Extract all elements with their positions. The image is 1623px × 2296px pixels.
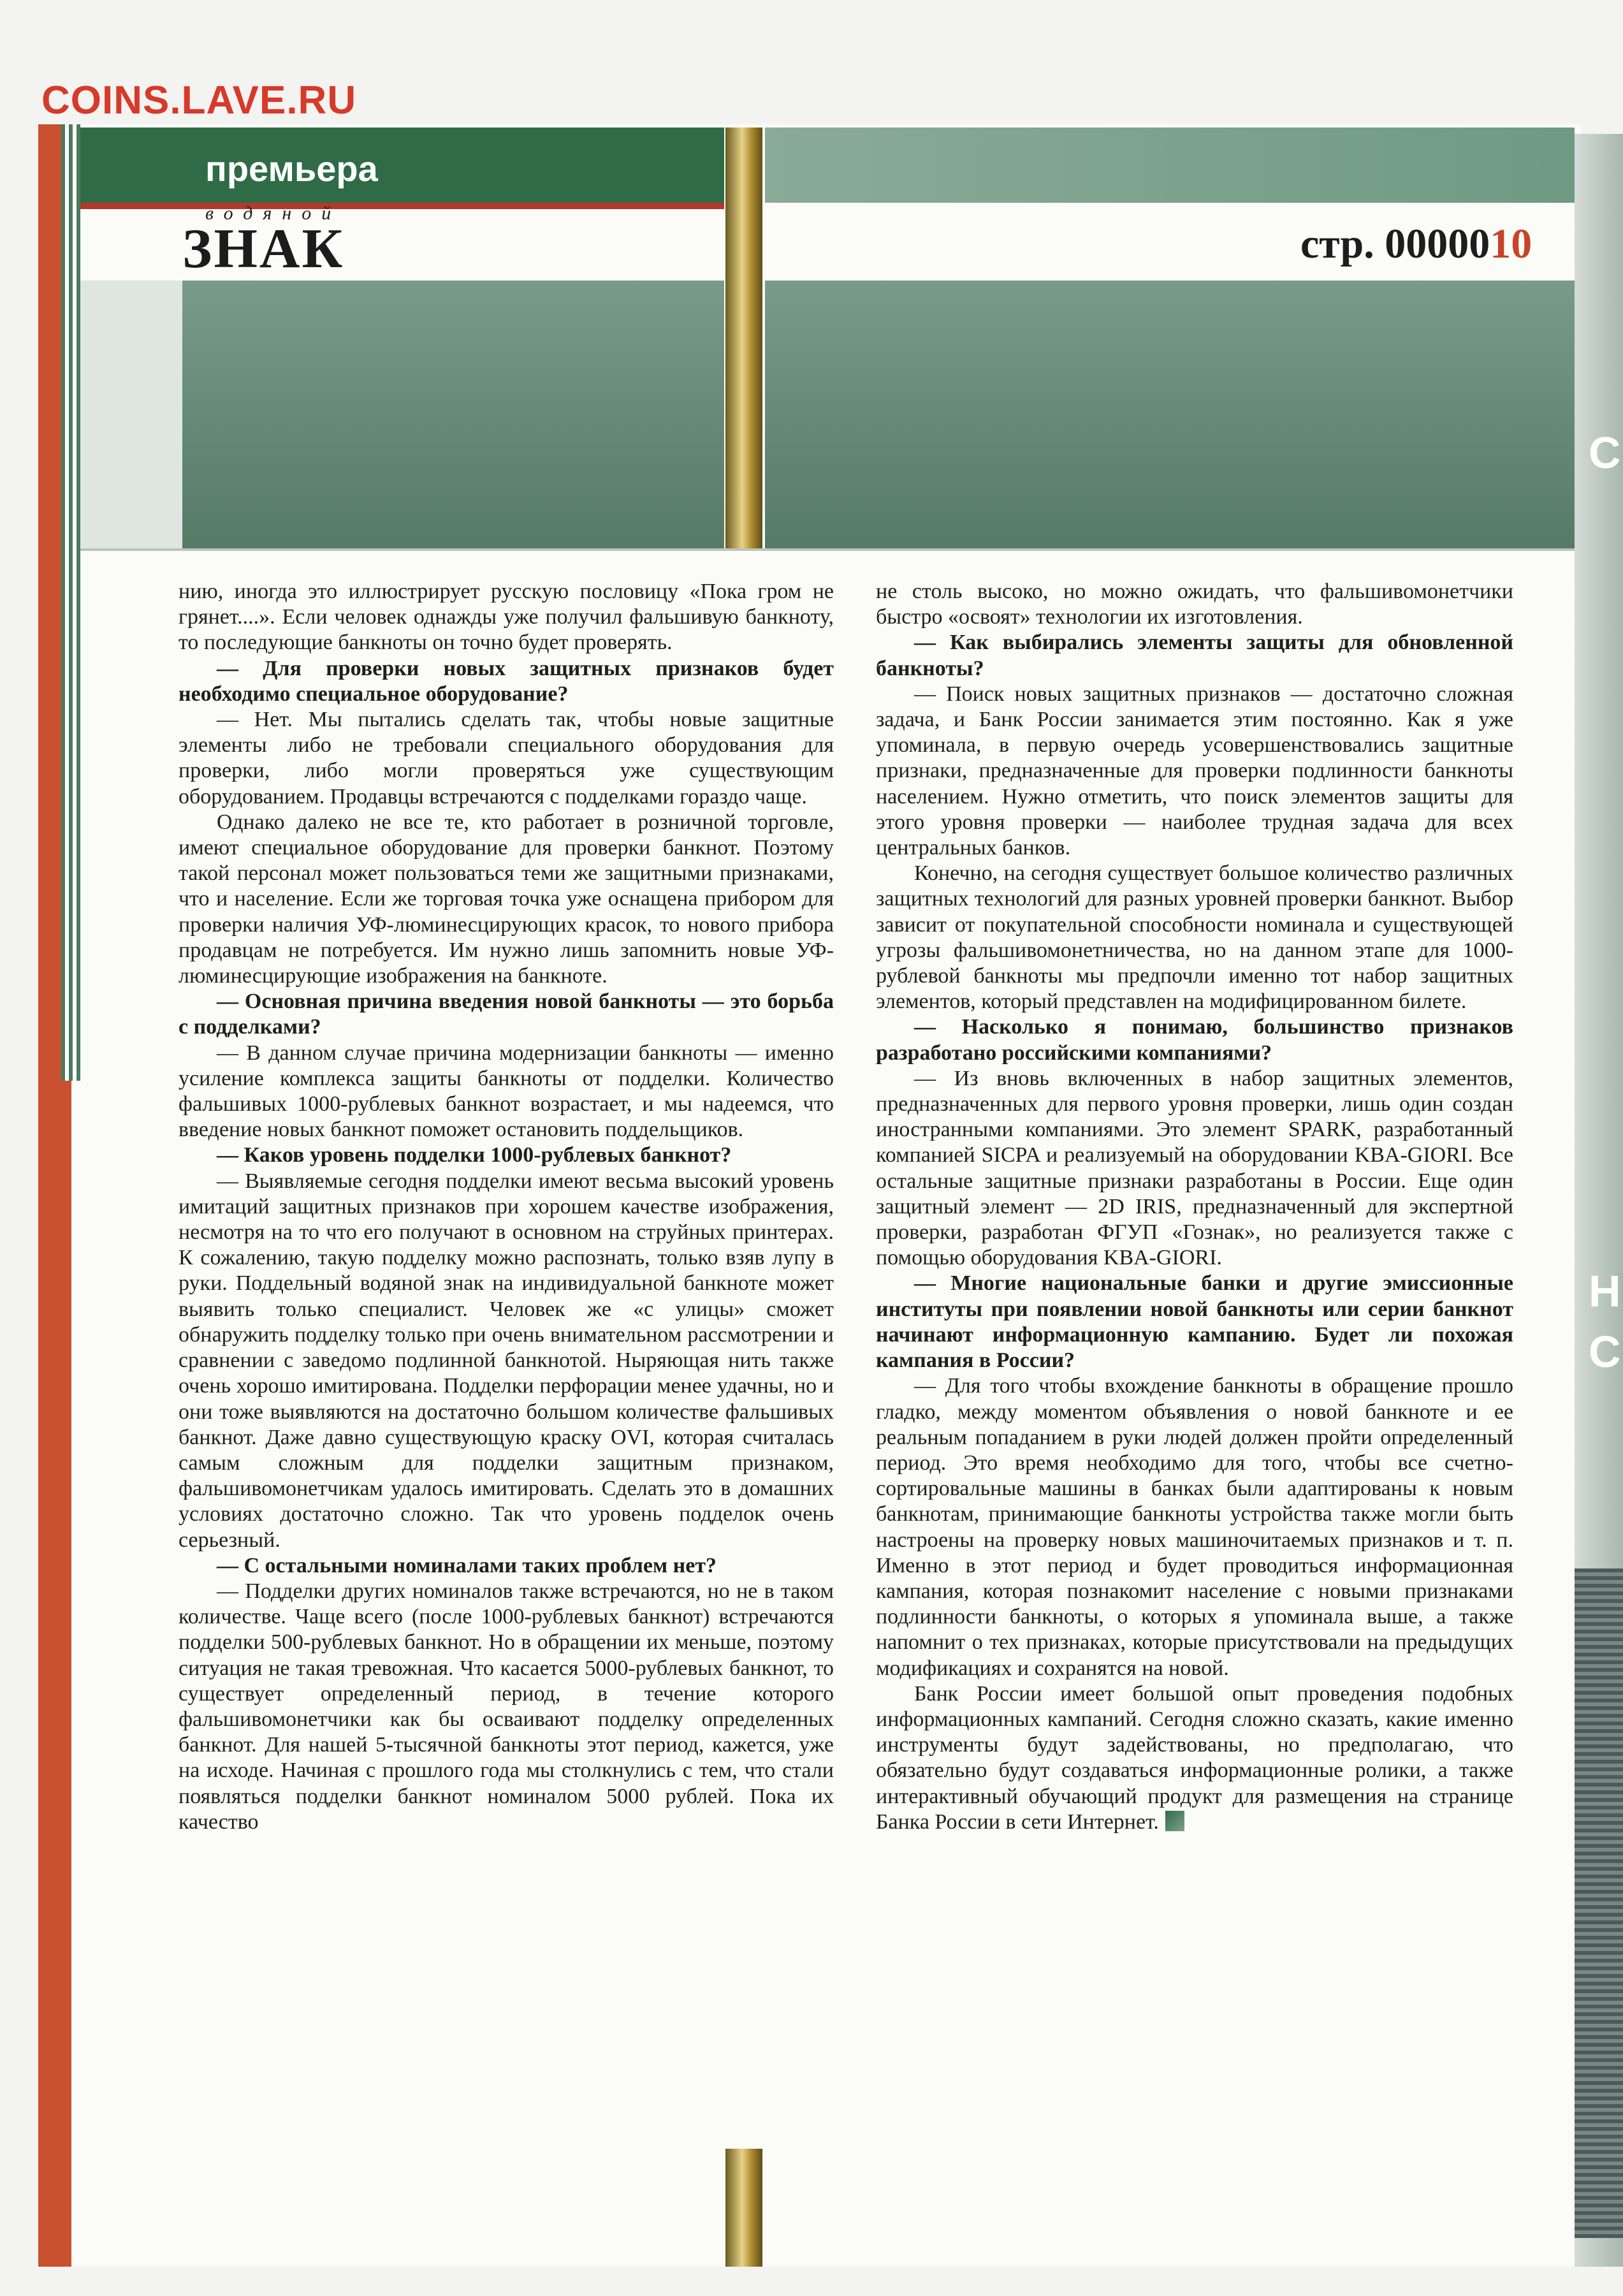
rubric-label: премьера	[205, 149, 378, 189]
interview-question: — Каков уровень подделки 1000-рублевых банкнот?	[217, 1143, 732, 1167]
paragraph: — Из вновь включенных в набор защитных элементов, предназначенных для первого уровня проверки, лишь один создан иностранными компаниями. Это элемент SPARK, разработанный компанией SICPA и реализуемый на оборудовании KBA-GIORI. Все остальные защитные признаки разработаны в России. Еще один защитный элемент — 2D IRIS, предназначенный для экспертной проверки, разработан ФГУП «Гознак», но реализуется также с помощью оборудования KBA-GIORI.	[876, 1066, 1513, 1270]
interview-question: — Основная причина введения новой банкноты — это борьба с подделками?	[178, 990, 834, 1039]
header-gradient-band-right	[765, 281, 1575, 548]
header-red-stripe	[80, 203, 724, 209]
end-of-article-icon	[1165, 1811, 1184, 1831]
article-column-right	[876, 579, 1513, 1835]
paragraph: — Поиск новых защитных признаков — достаточно сложная задача, и Банк России занимается этим постоянно. Как я уже упоминала, в первую очередь усовершенствовались защитные признаки, предназначенные для проверки подлинности банкноты населением. Нужно отметить, что поиск элементов защиты для этого уровня проверки — наиболее трудная задача для всех центральных банков.	[876, 682, 1513, 860]
next-page-edge	[1575, 134, 1623, 2267]
paragraph: нию, иногда это иллюстрирует русскую пословицу «Пока гром не грянет....». Если человек однажды уже получил фальшивую банкноту, то последующие банкноты он точно будет проверять.	[178, 580, 834, 655]
paragraph: — Нет. Мы пытались сделать так, чтобы новые защитные элементы либо не требовали специального оборудования для проверки, либо могли проверяться уже существующим оборудованием. Продавцы встречаются с подделками гораздо чаще.	[178, 708, 834, 808]
edge-image-mesh	[1575, 1568, 1623, 2238]
paragraph: — Для того чтобы вхождение банкноты в обращение прошло гладко, между моментом объявления о новой банкноте и ее реальным попаданием в руки людей должен пройти определенный период. Это время необходимо для того, чтобы все счетно-сортировальные машины в банках были адаптированы к новым банкнотам, принимающие банкноты устройства также могли быть настроены на проверку новых машиночитаемых признаков и т. п. Именно в этот период и будет проводиться информационная кампания, которая познакомит население с новыми признаками подлинности банкноты, о которых я упоминала выше, а также напомнит о тех признаках, которые присутствовали на предыдущих модификациях и сохранятся на новой.	[876, 1374, 1513, 1680]
page-number-value: 10	[1490, 221, 1532, 267]
paragraph: не столь высоко, но можно ожидать, что фальшивомонетчики быстро «освоят» технологии их изготовления.	[876, 580, 1513, 629]
interview-question: — Для проверки новых защитных признаков будет необходимо специальное оборудование?	[178, 656, 834, 706]
magazine-logo-small: водяной	[205, 203, 342, 224]
gold-divider-bottom	[725, 2149, 762, 2267]
page-number-label: стр. 00000	[1300, 221, 1490, 267]
header-pale-panel	[80, 281, 182, 548]
site-watermark: COINS.LAVE.RU	[41, 78, 357, 122]
paragraph: Конечно, на сегодня существует большое количество различных защитных технологий для разных уровней проверки банкнот. Выбор зависит от покупательной способности номинала и существующей угрозы фальшивомонетничества, но на данном этапе для 1000-рублевой банкноты мы предпочли именно тот набор защитных элементов, который представлен на модифицированном билете.	[876, 861, 1513, 1014]
header-band-rule	[80, 548, 1575, 551]
edge-letter: Н	[1589, 1266, 1621, 1316]
header-gradient-band-left	[182, 281, 724, 548]
interview-question: — С остальными номиналами таких проблем нет?	[217, 1553, 717, 1577]
magazine-logo: ЗНАК	[182, 218, 345, 280]
interview-question: — Как выбирались элементы защиты для обновленной банкноты?	[876, 631, 1513, 680]
interview-question: — Насколько я понимаю, большинство признаков разработано российскими компаниями?	[876, 1015, 1513, 1065]
paragraph: — Подделки других номиналов также встречаются, но не в таком количестве. Чаще всего (после 1000-рублевых банкнот) встречаются подделки 500-рублевых банкнот. Но в обращении их меньше, поэтому ситуация не такая тревожная. Что касается 5000-рублевых банкнот, то существует определенный период, в течение которого фальшивомонетчики как бы осваивают подделку определенных банкнот. Для нашей 5-тысячной банкноты этот период, кажется, уже на исходе. Начиная с прошлого года мы столкнулись с тем, что стали появляться подделки банкнот номиналом 5000 рублей. Пока их качество	[178, 1579, 834, 1834]
page-number	[1300, 220, 1532, 268]
paragraph: Однако далеко не все те, кто работает в розничной торговле, имеют специальное оборудование для проверки банкнот. Поэтому такой персонал может пользоваться теми же защитными признаками, что и население. Если же торговая точка уже оснащена прибором для проверки наличия УФ-люминесцирующих красок, то нового прибора продавцам не потребуется. Им нужно лишь запомнить новые УФ-люминесцирующие изображения на банкноте.	[178, 810, 834, 988]
paragraph: — В данном случае причина модернизации банкноты — именно усиление комплекса защиты банкноты от подделки. Количество фальшивых 1000-рублевых банкнот возрастает, и мы надеемся, что введение новых банкнот поможет остановить поддельщиков.	[178, 1041, 834, 1142]
paragraph-final-text: Банк России имеет большой опыт проведения подобных информационных кампаний. Сегодня сложно сказать, какие именно инструменты будут задействованы, но предполагаю, что обязательно будут создаваться информационные ролики, а также интерактивный обучающий продукт для размещения на странице Банка России в сети Интернет.	[876, 1681, 1513, 1834]
header-light-block	[765, 128, 1575, 203]
header-green-block	[80, 128, 724, 203]
stacked-page-edges	[61, 124, 80, 1081]
gold-divider-top	[725, 128, 762, 548]
paragraph-final	[876, 1681, 1513, 1835]
edge-letter: С	[1589, 1327, 1621, 1377]
interview-question: — Многие национальные банки и другие эмиссионные институты при появлении новой банкноты или серии банкнот начинают информационную кампанию. Будет ли похожая кампания в России?	[876, 1271, 1513, 1373]
article-column-left	[178, 579, 834, 1835]
edge-letter: С	[1589, 428, 1621, 478]
paragraph: — Выявляемые сегодня подделки имеют весьма высокий уровень имитаций защитных признаков при хорошем качестве изображения, несмотря на то что его получают в основном на струйных принтерах. К сожалению, такую подделку можно распознать, только взяв лупу в руки. Поддельный водяной знак на индивидуальной банкноте может выявить только специалист. Человек же «с улицы» сможет обнаружить подделку только при очень внимательном рассмотрении и сравнении с заведомо подлинной банкнотой. Ныряющая нить также очень хорошо имитирована. Подделки перфорации менее удачны, но и они тоже выявляются на достаточно большом количестве фальшивых банкнот. Даже давно существующую краску OVI, которая считалась самым сложным для подделки защитным признаком, фальшивомонетчикам удалось имитировать. Сделать это в домашних условиях достаточно сложно. Так что уровень подделок очень серьезный.	[178, 1169, 834, 1552]
